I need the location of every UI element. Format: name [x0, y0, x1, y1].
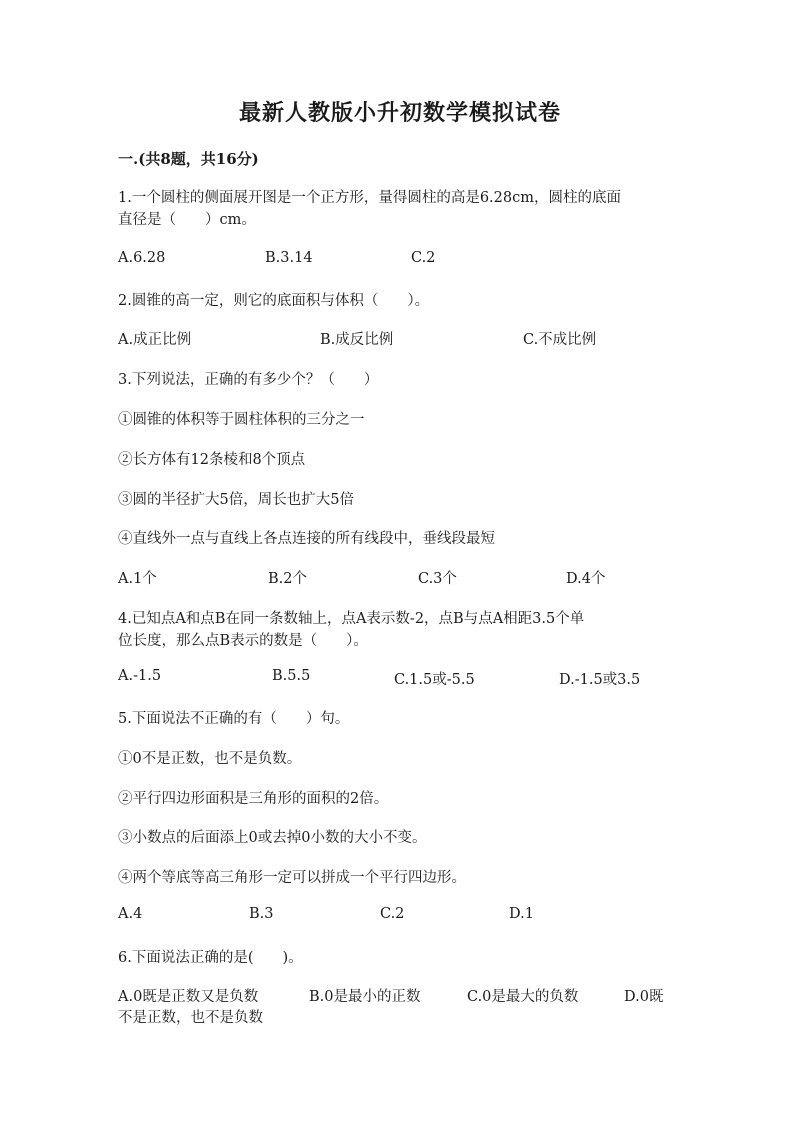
q5-option-c: C.2 — [380, 906, 405, 922]
q3-statement-3: ③圆的半径扩大5倍，周长也扩大5倍 — [118, 492, 354, 508]
q3-option-d: D.4个 — [566, 571, 606, 587]
q3-statement-1: ①圆锥的体积等于圆柱体积的三分之一 — [118, 412, 365, 428]
section-heading: 一.(共8题，共16分) — [118, 150, 259, 168]
q5-statement-4: ④两个等底等高三角形一定可以拼成一个平行四边形。 — [118, 870, 466, 886]
question-2: 2.圆锥的高一定，则它的底面积与体积（ ）。 — [118, 293, 430, 309]
q2-option-c: C.不成比例 — [523, 332, 597, 348]
q3-option-b: B.2个 — [268, 571, 307, 587]
question-4-line-2: 位长度，那么点B表示的数是（ ）。 — [118, 633, 368, 649]
q5-option-b: B.3 — [249, 906, 274, 922]
question-3: 3.下列说法，正确的有多少个？（ ） — [118, 372, 379, 388]
q6-option-d: D.0既 — [624, 989, 664, 1005]
q6-option-c: C.0是最大的负数 — [467, 989, 579, 1005]
q4-option-d: D.-1.5或3.5 — [559, 672, 641, 688]
q4-option-b: B.5.5 — [272, 668, 311, 684]
q6-option-b: B.0是最小的正数 — [309, 989, 421, 1005]
q3-option-c: C.3个 — [418, 571, 457, 587]
q2-option-b: B.成反比例 — [320, 332, 394, 348]
q3-statement-4: ④直线外一点与直线上各点连接的所有线段中，垂线段最短 — [118, 531, 495, 547]
q5-option-d: D.1 — [509, 906, 534, 922]
question-1-line-2: 直径是（ ）cm。 — [118, 212, 256, 228]
q2-option-a: A.成正比例 — [118, 332, 192, 348]
q1-option-c: C.2 — [411, 250, 436, 266]
question-5: 5.下面说法不正确的有（ ）句。 — [118, 711, 350, 727]
q3-statement-2: ②长方体有12条棱和8个顶点 — [118, 452, 306, 468]
q6-option-d-continued: 不是正数，也不是负数 — [118, 1010, 263, 1026]
q4-option-a: A.-1.5 — [118, 668, 162, 684]
question-1-line-1: 1.一个圆柱的侧面展开图是一个正方形，量得圆柱的高是6.28cm，圆柱的底面 — [118, 190, 621, 206]
exam-title: 最新人教版小升初数学模拟试卷 — [238, 100, 561, 126]
q1-option-a: A.6.28 — [118, 250, 166, 266]
q5-option-a: A.4 — [118, 906, 143, 922]
question-4-line-1: 4.已知点A和点B在同一条数轴上，点A表示数-2，点B与点A相距3.5个单 — [118, 611, 585, 627]
question-6: 6.下面说法正确的是( )。 — [118, 950, 303, 966]
q1-option-b: B.3.14 — [265, 250, 313, 266]
q5-statement-1: ①0不是正数，也不是负数。 — [118, 751, 302, 767]
q3-option-a: A.1个 — [118, 571, 157, 587]
q5-statement-3: ③小数点的后面添上0或去掉0小数的大小不变。 — [118, 830, 427, 846]
q5-statement-2: ②平行四边形面积是三角形的面积的2倍。 — [118, 791, 389, 807]
q4-option-c: C.1.5或-5.5 — [394, 672, 475, 688]
q6-option-a: A.0既是正数又是负数 — [118, 989, 259, 1005]
